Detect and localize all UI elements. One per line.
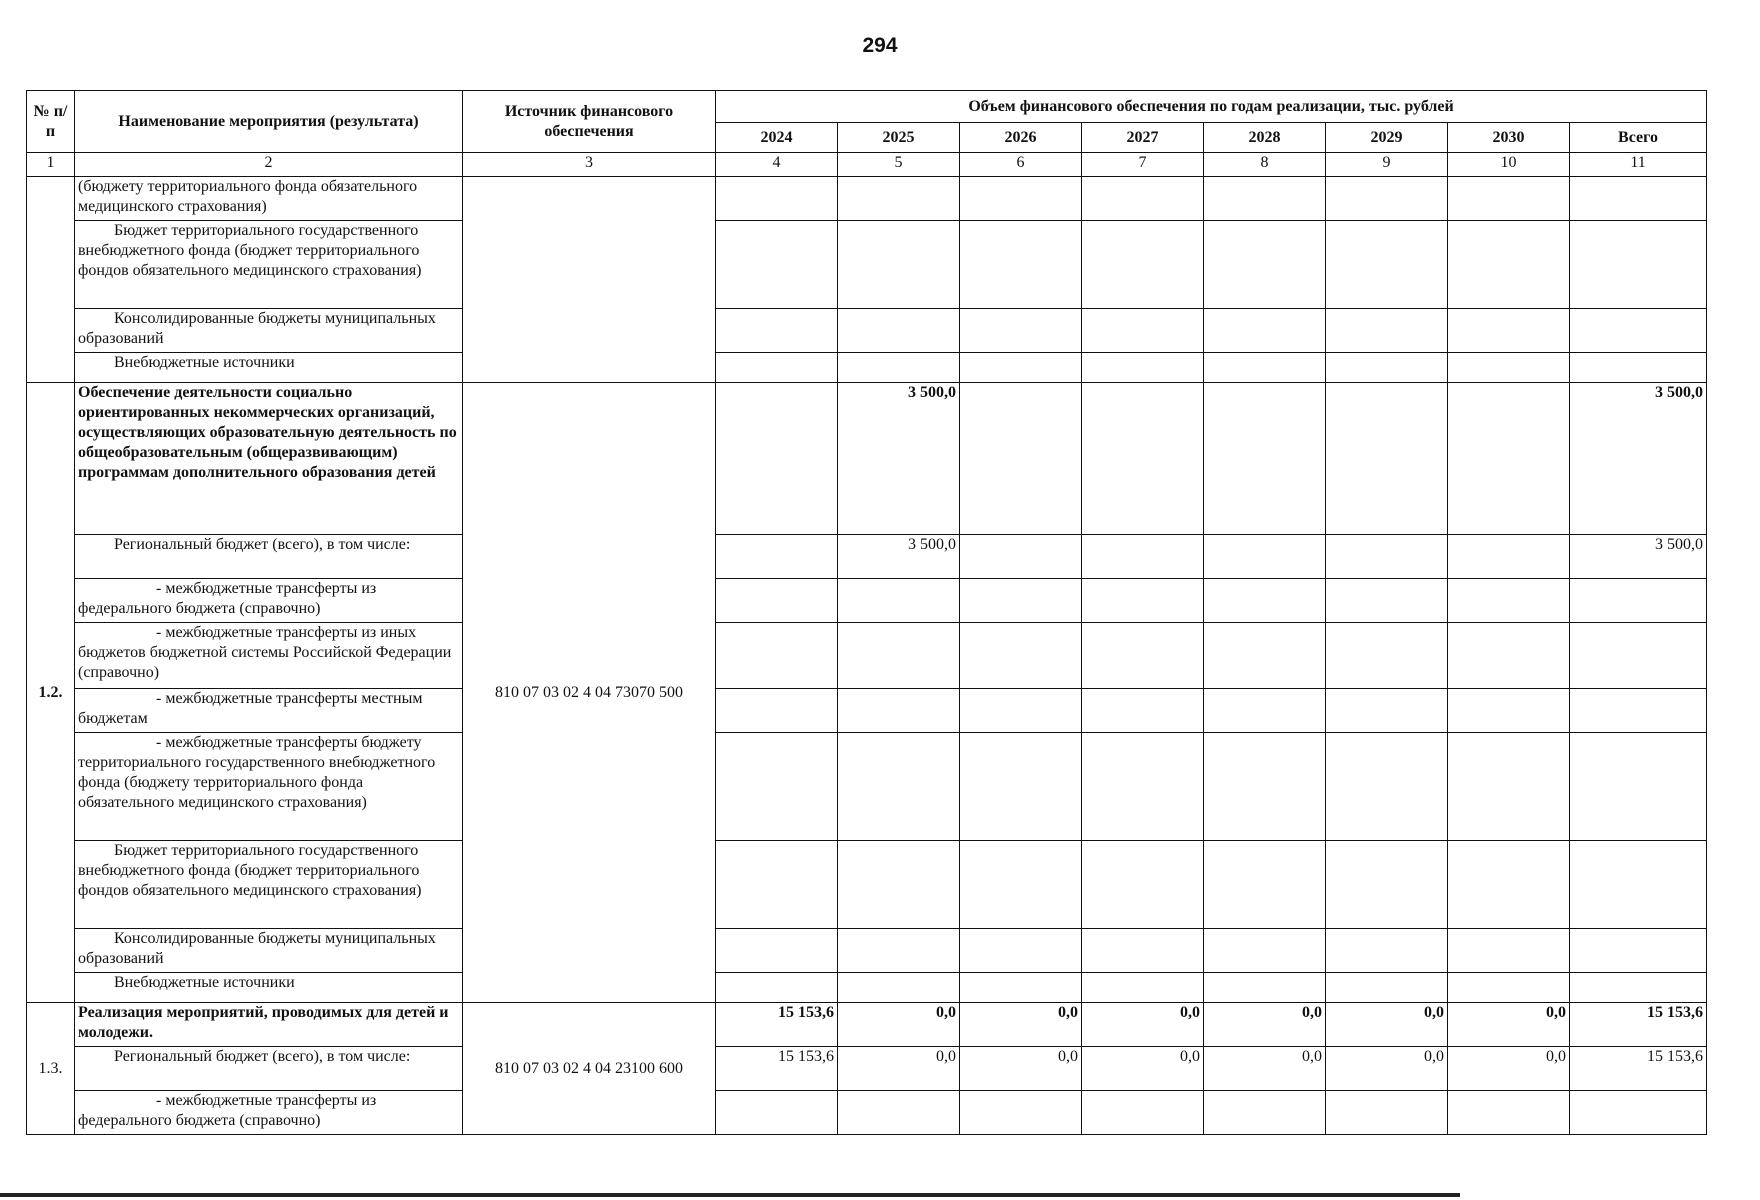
row-name: - межбюджетные трансферты местным бюджетам [75, 689, 463, 733]
column-number: 1 [27, 153, 75, 177]
row-name: Внебюджетные источники [75, 973, 463, 1003]
value-2028: 0,0 [1204, 1047, 1326, 1091]
value-2026: 0,0 [960, 1047, 1082, 1091]
column-number: 11 [1570, 153, 1707, 177]
source-cell: 810 07 03 02 4 04 23100 600 [463, 1003, 716, 1135]
table-row [27, 973, 1707, 1003]
row-index-empty [27, 177, 75, 383]
column-number: 2 [75, 153, 463, 177]
header-col-volume: Объем финансового обеспечения по годам реализации, тыс. рублей [716, 91, 1707, 123]
table-row [27, 1091, 1707, 1135]
table-row [27, 623, 1707, 689]
value-total: 15 153,6 [1570, 1047, 1707, 1091]
total-header: Всего [1570, 123, 1707, 153]
header-col-name: Наименование мероприятия (результата) [75, 91, 463, 153]
value-2024: 15 153,6 [716, 1047, 838, 1091]
row-index: 1.3. [27, 1003, 75, 1135]
value-2027: 0,0 [1082, 1003, 1204, 1047]
value-2025: 0,0 [838, 1003, 960, 1047]
value-total: 3 500,0 [1570, 383, 1707, 535]
footer-rule [0, 1193, 1460, 1197]
column-number-row [27, 153, 1707, 177]
source-cell-empty [463, 177, 716, 383]
value-2028: 0,0 [1204, 1003, 1326, 1047]
value-2027: 0,0 [1082, 1047, 1204, 1091]
year-header: 2029 [1326, 123, 1448, 153]
table-row [27, 353, 1707, 383]
header-row-1 [27, 91, 1707, 123]
table-row [27, 383, 1707, 535]
header-col-num: № п/п [27, 91, 75, 153]
column-number: 9 [1326, 153, 1448, 177]
value-2029: 0,0 [1326, 1003, 1448, 1047]
value-2025: 0,0 [838, 1047, 960, 1091]
year-header: 2030 [1448, 123, 1570, 153]
column-number: 5 [838, 153, 960, 177]
page-number: 294 [862, 34, 898, 57]
value-total: 3 500,0 [1570, 535, 1707, 579]
column-number: 10 [1448, 153, 1570, 177]
column-number: 6 [960, 153, 1082, 177]
row-name: Обеспечение деятельности социально ориентированных некоммерческих организаций, осуществляющих образовательную деятельность по общеобразовательным (общеразвивающим) программам дополнительного образования детей [75, 383, 463, 535]
table-row [27, 841, 1707, 929]
column-number: 7 [1082, 153, 1204, 177]
budget-table [26, 90, 1707, 1135]
row-name: Региональный бюджет (всего), в том числе: [75, 535, 463, 579]
value-total: 15 153,6 [1570, 1003, 1707, 1047]
row-name: Реализация мероприятий, проводимых для детей и молодежи. [75, 1003, 463, 1047]
table-row [27, 689, 1707, 733]
year-header: 2028 [1204, 123, 1326, 153]
row-name: - межбюджетные трансферты из федерального бюджета (справочно) [75, 579, 463, 623]
value-2030: 0,0 [1448, 1047, 1570, 1091]
value-2025: 3 500,0 [838, 535, 960, 579]
table-row [27, 177, 1707, 221]
table-row [27, 1047, 1707, 1091]
table-row [27, 535, 1707, 579]
row-name: - межбюджетные трансферты бюджету территориального государственного внебюджетного фонда (бюджету территориального фонда обязательного медицинского страхования) [75, 733, 463, 841]
value-2026: 0,0 [960, 1003, 1082, 1047]
header-col-source: Источник финансового обеспечения [463, 91, 716, 153]
value-2029: 0,0 [1326, 1047, 1448, 1091]
table-row [27, 733, 1707, 841]
row-name: Консолидированные бюджеты муниципальных образований [75, 309, 463, 353]
row-name: Бюджет территориального государственного внебюджетного фонда (бюджет территориального фондов обязательного медицинского страхования) [75, 841, 463, 929]
year-header: 2026 [960, 123, 1082, 153]
year-header: 2025 [838, 123, 960, 153]
column-number: 8 [1204, 153, 1326, 177]
table-row [27, 579, 1707, 623]
table-row [27, 221, 1707, 309]
value-2025: 3 500,0 [838, 383, 960, 535]
value-2024: 15 153,6 [716, 1003, 838, 1047]
column-number: 3 [463, 153, 716, 177]
row-name: - межбюджетные трансферты из федерального бюджета (справочно) [75, 1091, 463, 1135]
table-row [27, 929, 1707, 973]
column-number: 4 [716, 153, 838, 177]
row-name: Консолидированные бюджеты муниципальных образований [75, 929, 463, 973]
row-name: Внебюджетные источники [75, 353, 463, 383]
year-header: 2027 [1082, 123, 1204, 153]
row-name: Региональный бюджет (всего), в том числе: [75, 1047, 463, 1091]
source-cell: 810 07 03 02 4 04 73070 500 [463, 383, 716, 1003]
table-row [27, 309, 1707, 353]
row-index: 1.2. [27, 383, 75, 1003]
year-header: 2024 [716, 123, 838, 153]
row-name: - межбюджетные трансферты из иных бюджетов бюджетной системы Российской Федерации (справочно) [75, 623, 463, 689]
row-name: (бюджету территориального фонда обязательного медицинского страхования) [75, 177, 463, 221]
table-row [27, 1003, 1707, 1047]
row-name: Бюджет территориального государственного внебюджетного фонда (бюджет территориального фондов обязательного медицинского страхования) [75, 221, 463, 309]
value-2030: 0,0 [1448, 1003, 1570, 1047]
